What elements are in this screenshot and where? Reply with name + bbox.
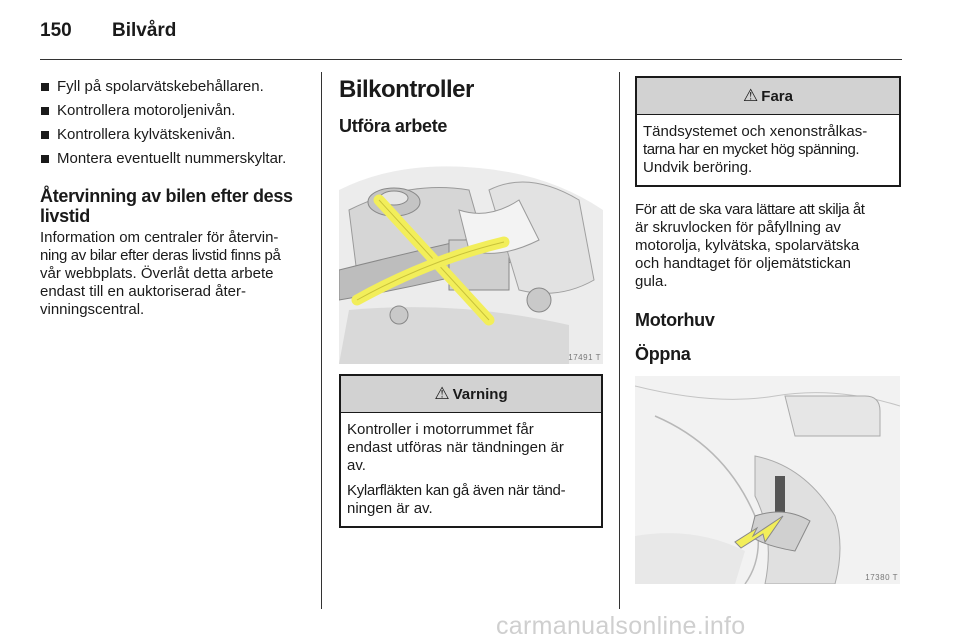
warning-paragraph: Kontroller i motorrummet får endast utföras när tändningen är av. (347, 421, 564, 474)
subsection-title: Utföra arbete (339, 116, 448, 136)
warning-box-body (341, 413, 601, 526)
bullet-square-icon (41, 83, 49, 91)
list-item: Kontrollera motoroljenivån. (40, 102, 306, 120)
list-item: Kontrollera kylvätskenivån. (40, 126, 306, 144)
bullet-square-icon (41, 131, 49, 139)
danger-box-header: ⚠ Fara (637, 78, 899, 115)
warning-box (339, 374, 603, 528)
caps-info-text: För att de ska vara lättare att skilja åt är skruvlocken för påfyllning av motorolja, kylvätska, spolarvätska och handtaget för oljemätstickan gula. (635, 201, 865, 290)
engine-bay-figure (339, 150, 603, 364)
warning-triangle-icon: ⚠ (743, 86, 759, 105)
hood-heading: Motorhuv (635, 310, 715, 330)
page-number: 150 (40, 20, 72, 41)
bullet-square-icon (41, 155, 49, 163)
bullet-square-icon (41, 107, 49, 115)
section-title: Bilkontroller (339, 76, 474, 103)
danger-box-body (637, 115, 899, 185)
column-2 (339, 72, 603, 528)
warning-paragraph: Kylarfläkten kan gå även när tänd- ningen är av. (347, 482, 566, 517)
page-section-title: Bilvård (112, 20, 177, 41)
header-rule (40, 59, 902, 60)
list-item: Montera eventuellt nummerskyltar. (40, 150, 306, 168)
list-item: Fyll på spolarvätskebehållaren. (40, 78, 306, 96)
warning-triangle-icon: ⚠ (434, 384, 450, 403)
figure-code: 17380 T (865, 573, 898, 582)
checklist (40, 78, 306, 168)
column-3 (635, 72, 905, 584)
column-1 (40, 72, 306, 319)
figure-code: 17491 T (568, 353, 601, 362)
column-divider-1 (321, 72, 322, 609)
engine-bay-illustration (339, 150, 603, 364)
recycling-text: Information om centraler för återvin- ning av bilar efter deras livstid finns på vår webbplats. Överlåt detta arbete endast till en auktoriserad åter- vinningscentral. (40, 229, 281, 318)
open-heading: Öppna (635, 344, 691, 364)
hood-release-figure (635, 376, 900, 584)
danger-box (635, 76, 901, 187)
danger-paragraph: Tändsystemet och xenonstrålkas- tarna har en mycket hög spänning. Undvik beröring. (643, 123, 868, 176)
recycling-heading: Återvinning av bilen efter dess livstid (40, 186, 293, 226)
watermark: carmanualsonline.info (496, 612, 746, 640)
column-divider-2 (619, 72, 620, 609)
warning-box-header: ⚠ Varning (341, 376, 601, 413)
hood-release-illustration (635, 376, 900, 584)
